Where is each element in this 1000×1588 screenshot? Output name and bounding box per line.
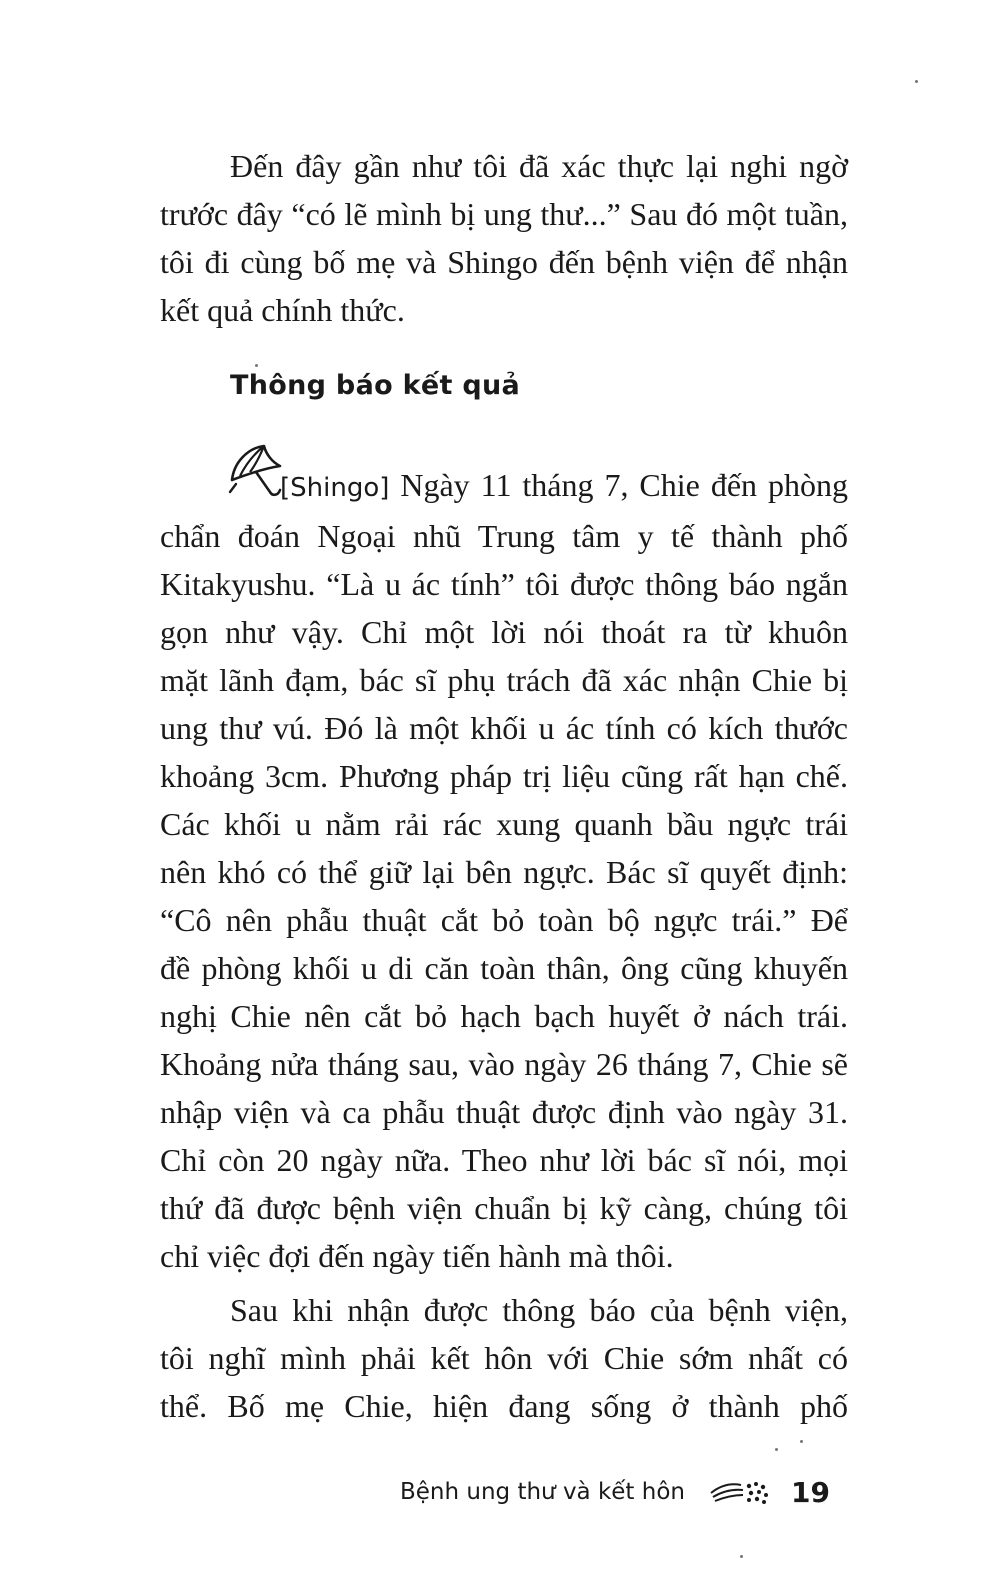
text-line: đề phòng khối u di căn toàn thân, ông cũng khuyến — [160, 950, 848, 986]
text-line: mặt lãnh đạm, bác sĩ phụ trách đã xác nhận Chie bị — [160, 662, 848, 698]
text-line: Sau khi nhận được thông báo của bệnh viện, — [230, 1292, 848, 1328]
page-footer — [400, 1472, 850, 1512]
text-line: Khoảng nửa tháng sau, vào ngày 26 tháng 7, Chie sẽ — [160, 1046, 848, 1082]
text-line: gọn như vậy. Chỉ một lời nói thoát ra từ khuôn — [160, 614, 848, 650]
text-line: tôi đi cùng bố mẹ và Shingo đến bệnh viện để nhận — [160, 244, 848, 280]
text-line: Các khối u nằm rải rác xung quanh bầu ngực trái — [160, 806, 848, 842]
text-line-rest: Ngày 11 tháng 7, Chie đến phòng — [389, 467, 848, 503]
text-line: thứ đã được bệnh viện chuẩn bị kỹ càng, chúng tôi — [160, 1190, 848, 1226]
scan-speck — [775, 1448, 778, 1451]
section-heading: Thông báo kết quả — [230, 370, 521, 401]
text-line: ung thư vú. Đó là một khối u ác tính có kích thước — [160, 710, 848, 746]
text-line: chẩn đoán Ngoại nhũ Trung tâm y tế thành phố — [160, 518, 848, 554]
speaker-tag: [Shingo] — [280, 473, 390, 503]
text-line: nghị Chie nên cắt bỏ hạch bạch huyết ở nách trái. — [160, 998, 848, 1034]
text-line: nên khó có thể giữ lại bên ngực. Bác sĩ quyết định: — [160, 854, 848, 890]
paragraph-marriage-decision — [160, 1286, 848, 1430]
paragraph-intro — [160, 142, 848, 334]
text-line: kết quả chính thức. — [160, 292, 405, 328]
chapter-title: Bệnh ung thư và kết hôn — [400, 1479, 685, 1505]
text-line: Chỉ còn 20 ngày nữa. Theo như lời bác sĩ nói, mọi — [160, 1142, 848, 1178]
scan-speck — [915, 80, 918, 83]
text-line: Đến đây gần như tôi đã xác thực lại nghi ngờ — [230, 148, 848, 184]
text-line: “Cô nên phẫu thuật cắt bỏ toàn bộ ngực trái.” Để — [160, 902, 848, 938]
scan-speck — [800, 1440, 803, 1443]
scan-speck — [740, 1555, 743, 1558]
text-line: tôi nghĩ mình phải kết hôn với Chie sớm nhất có — [160, 1340, 848, 1376]
text-line: nhập viện và ca phẫu thuật được định vào ngày 31. — [160, 1094, 848, 1130]
text-line — [160, 461, 848, 512]
text-line: trước đây “có lẽ mình bị ung thư...” Sau đó một tuần, — [160, 196, 848, 232]
text-line: chỉ việc đợi đến ngày tiến hành mà thôi. — [160, 1238, 674, 1274]
paragraph-shingo-account — [160, 461, 848, 1280]
scan-speck — [255, 364, 258, 367]
text-line: Kitakyushu. “Là u ác tính” tôi được thông báo ngắn — [160, 566, 848, 602]
page-number: 19 — [790, 1475, 830, 1509]
text-line: khoảng 3cm. Phương pháp trị liệu cũng rất hạn chế. — [160, 758, 848, 794]
shooting-star-ornament-icon — [709, 1477, 769, 1507]
text-line: thể. Bố mẹ Chie, hiện đang sống ở thành phố — [160, 1388, 848, 1424]
